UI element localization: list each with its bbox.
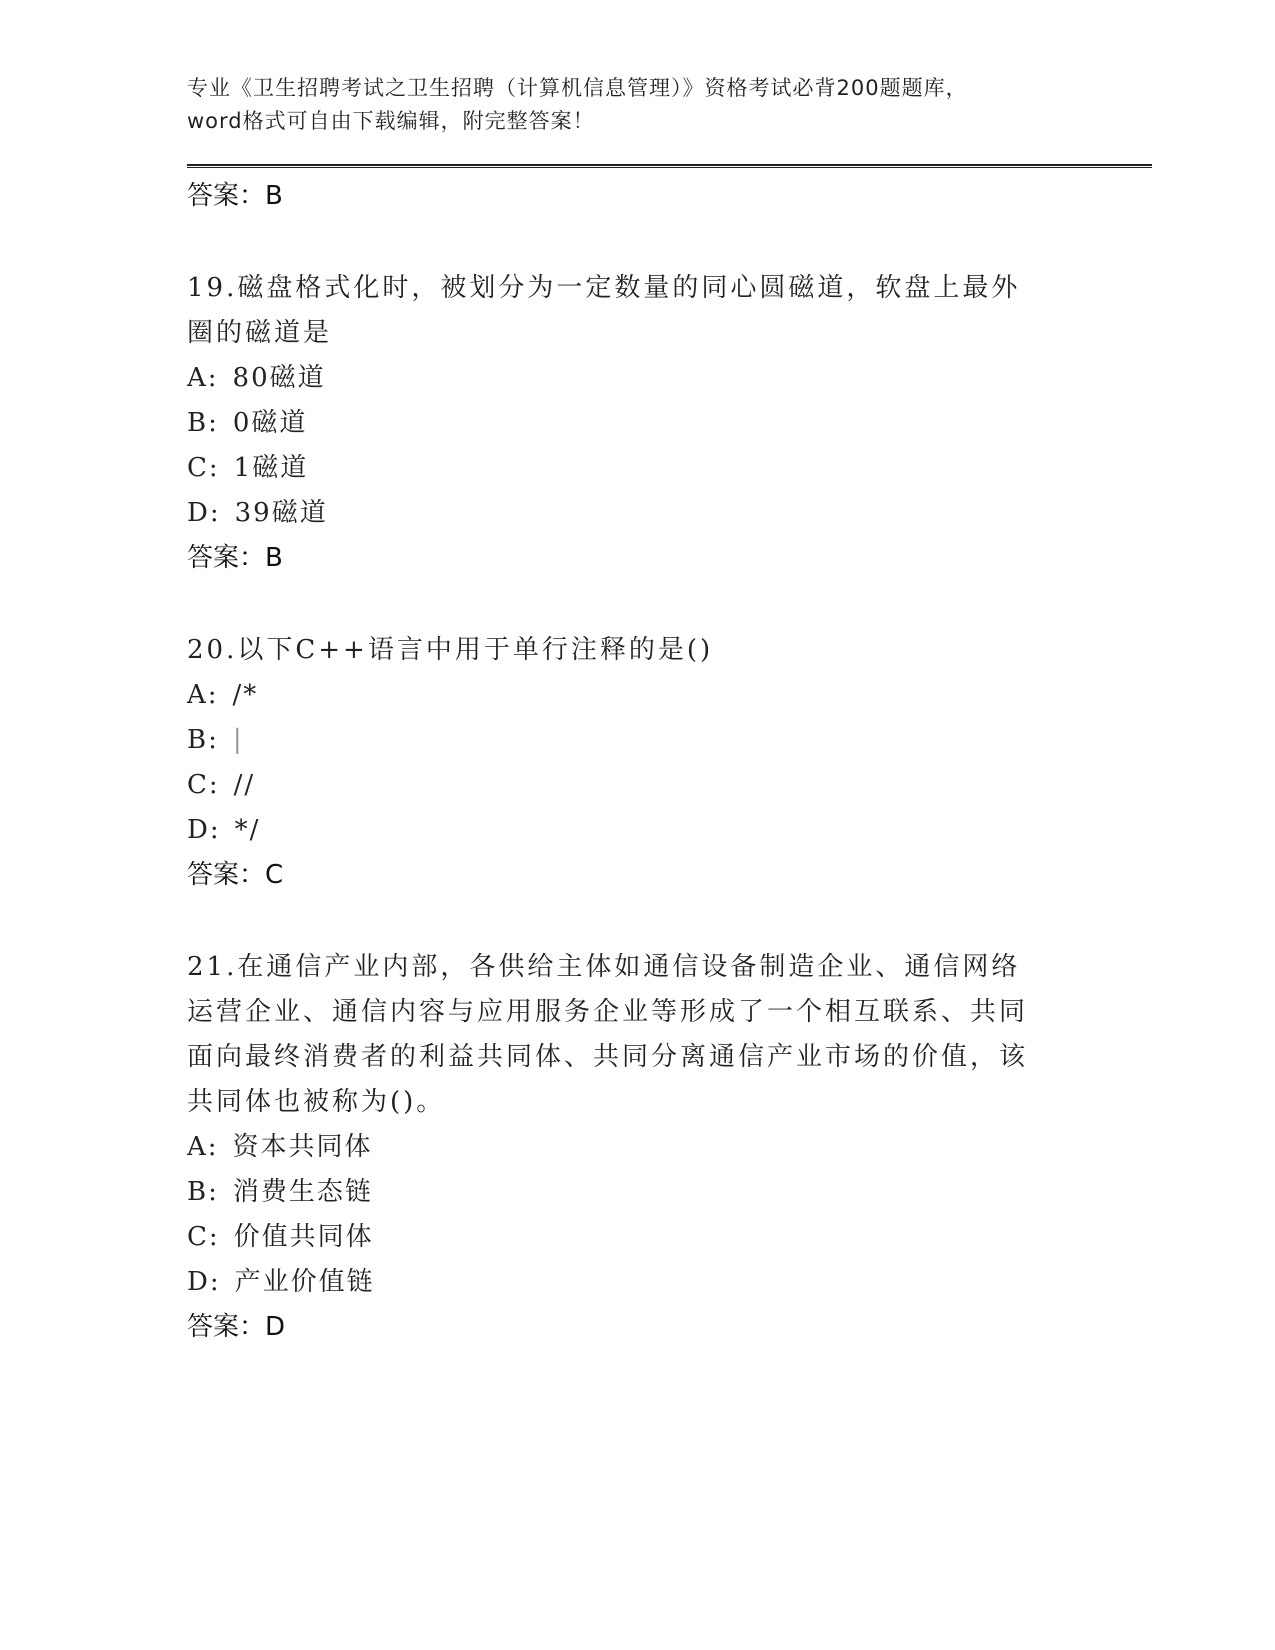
header-divider (187, 164, 1152, 168)
answer-20: 答案：C (187, 860, 284, 890)
header-line-2: word格式可自由下载编辑，附完整答案！ (187, 109, 595, 133)
option-text: // (233, 770, 256, 800)
option-letter: B: (187, 1177, 219, 1207)
option-c (187, 763, 1152, 808)
question-19 (187, 266, 1152, 581)
option-b (187, 718, 1152, 763)
option-text: 1磁道 (233, 453, 309, 483)
option-text: 资本共同体 (232, 1132, 373, 1162)
option-a (187, 356, 1152, 401)
answer-18: 答案：B (187, 181, 283, 211)
option-letter: D: (187, 815, 221, 845)
option-a (187, 1125, 1152, 1170)
option-text: 消费生态链 (232, 1177, 373, 1207)
option-letter: C: (187, 453, 220, 483)
question-21 (187, 945, 1152, 1350)
answer-19: 答案：B (187, 543, 283, 573)
option-c (187, 1215, 1152, 1260)
option-text: 0磁道 (232, 408, 308, 438)
document-header (187, 72, 1152, 138)
option-c (187, 446, 1152, 491)
option-b (187, 401, 1152, 446)
question-text: 21.在通信产业内部，各供给主体如通信设备制造企业、通信网络运营企业、通信内容与应用服务企业等形成了一个相互联系、共同面向最终消费者的利益共同体、共同分离通信产业市场的价值，该共同体也被称为()。 (187, 952, 1029, 1117)
option-letter: A: (187, 363, 219, 393)
header-line-1: 专业《卫生招聘考试之卫生招聘（计算机信息管理）》资格考试必背200题题库， (187, 76, 968, 100)
question-text: 20.以下C++语言中用于单行注释的是() (187, 635, 714, 665)
question-20 (187, 628, 1152, 898)
option-letter: A: (187, 680, 219, 710)
option-letter: C: (187, 1222, 220, 1252)
answer-21: 答案：D (187, 1312, 286, 1342)
option-text: 80磁道 (232, 363, 326, 393)
option-text: 39磁道 (234, 498, 328, 528)
option-letter: D: (187, 498, 221, 528)
option-letter: D: (187, 1267, 221, 1297)
option-letter: C: (187, 770, 220, 800)
option-d (187, 1260, 1152, 1305)
option-letter: A: (187, 1132, 219, 1162)
option-letter: B: (187, 408, 219, 438)
option-text: */ (234, 815, 261, 845)
option-d (187, 491, 1152, 536)
option-text: 产业价值链 (234, 1267, 375, 1297)
option-b (187, 1170, 1152, 1215)
document-page (187, 72, 1152, 1350)
question-text: 19.磁盘格式化时，被划分为一定数量的同心圆磁道，软盘上最外圈的磁道是 (187, 273, 1021, 348)
option-text: | (232, 725, 244, 755)
option-text: /* (232, 680, 259, 710)
option-a (187, 673, 1152, 718)
option-text: 价值共同体 (233, 1222, 374, 1252)
option-letter: B: (187, 725, 219, 755)
option-d (187, 808, 1152, 853)
